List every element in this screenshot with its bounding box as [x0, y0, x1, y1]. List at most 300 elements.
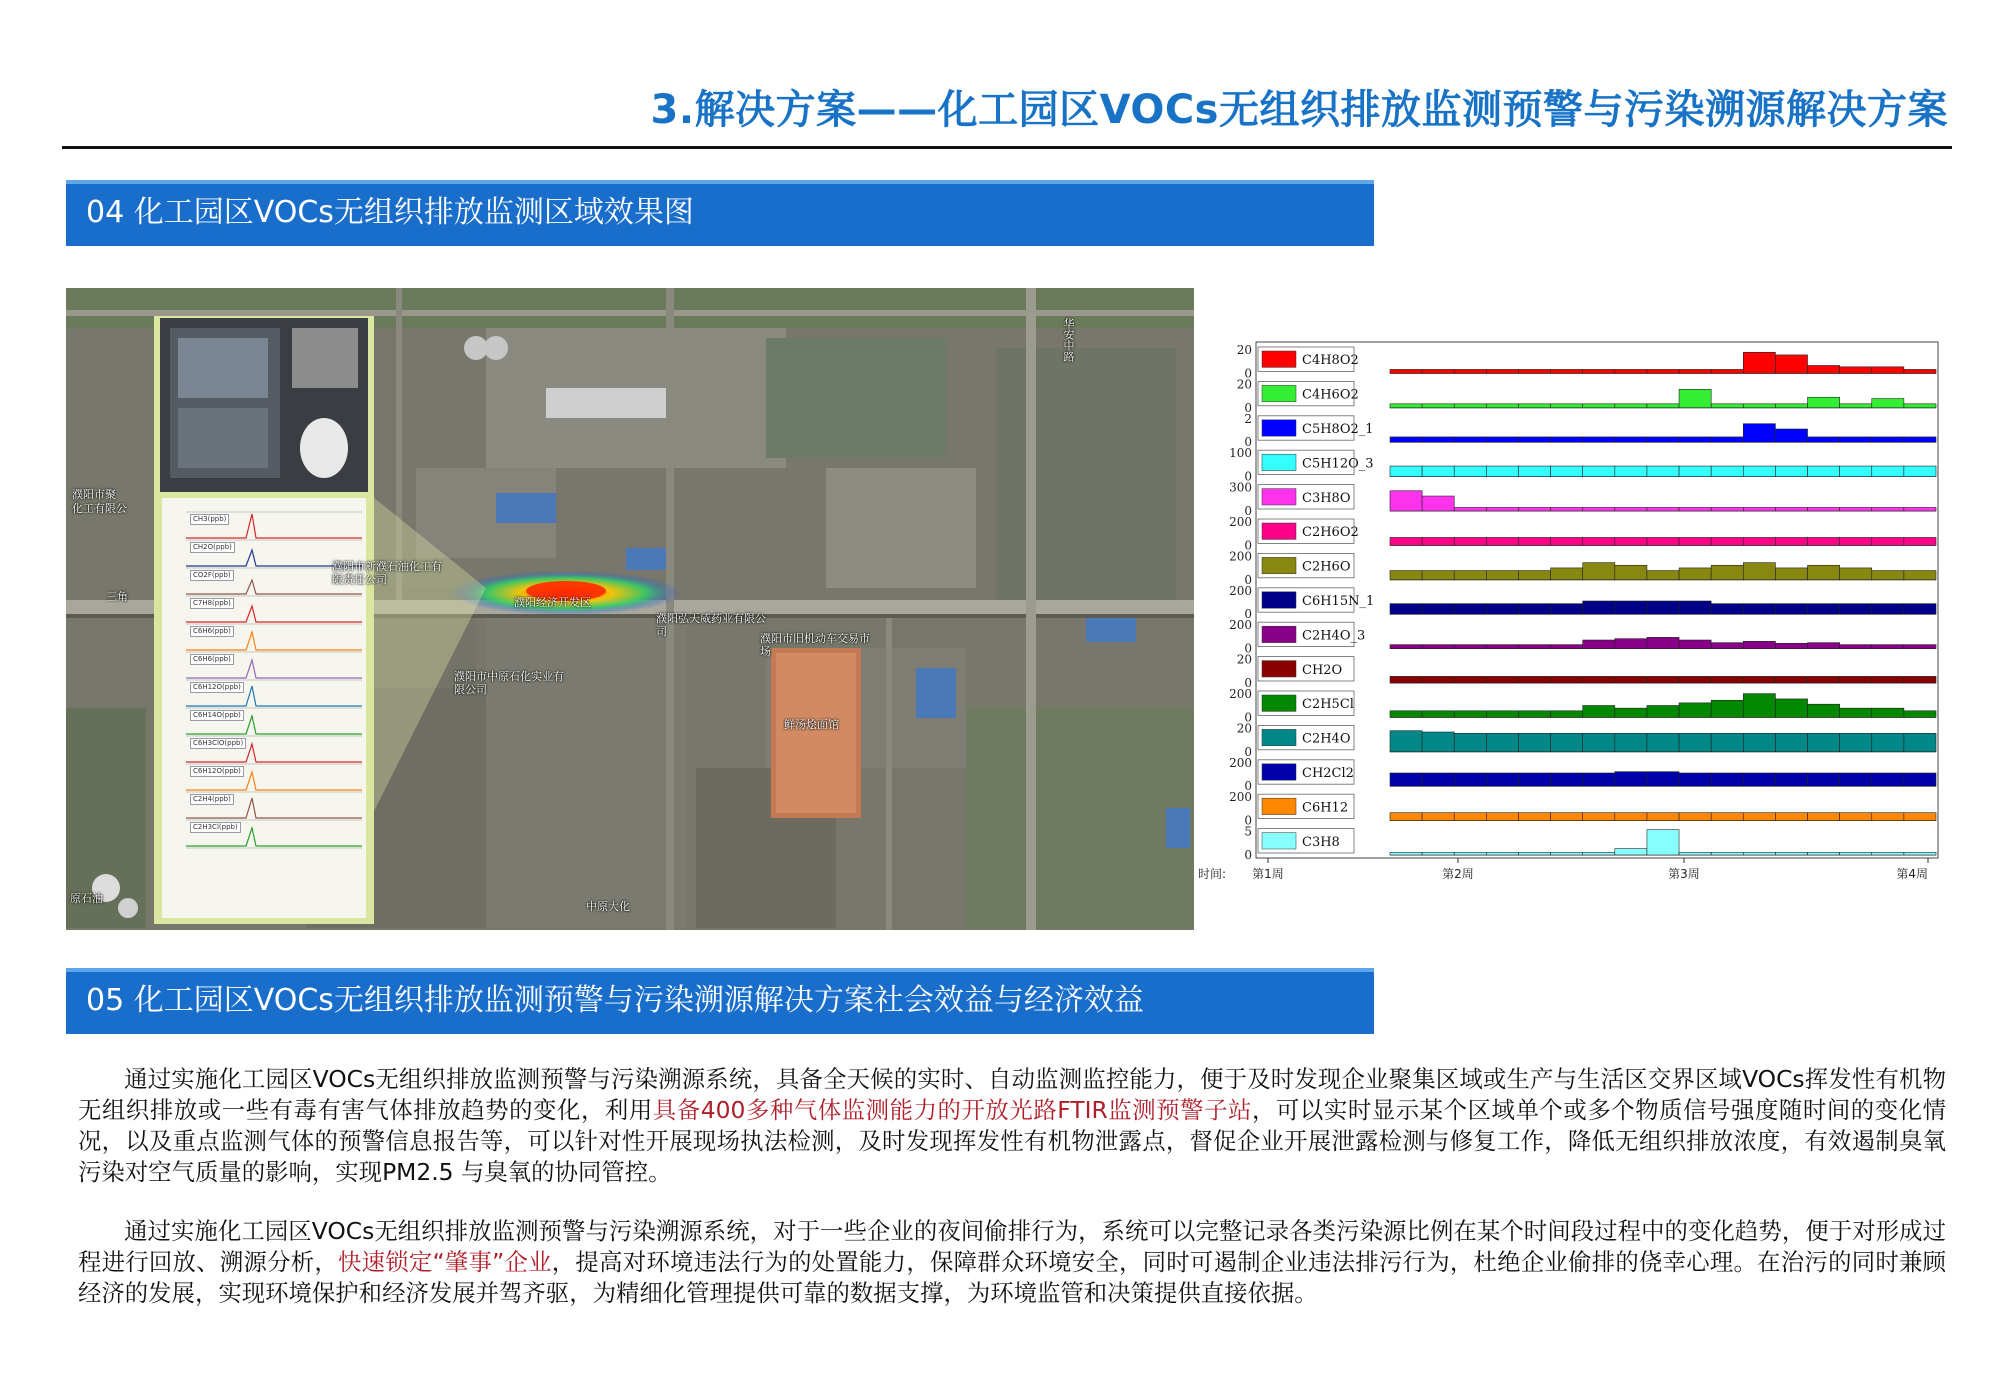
bar: [1390, 645, 1422, 649]
bar: [1518, 537, 1550, 545]
bar: [1486, 773, 1518, 786]
bar: [1775, 813, 1807, 821]
bar: [1711, 437, 1743, 442]
bar: [1647, 537, 1679, 545]
legend-swatch: [1262, 385, 1296, 401]
bar: [1454, 645, 1486, 649]
map-label: 濮阳市新濮石油化工有限责任公司: [332, 560, 442, 586]
y-tick-label: 0: [1244, 710, 1252, 725]
bar: [1583, 537, 1615, 545]
bar: [1422, 711, 1454, 718]
bar: [1422, 604, 1454, 615]
inset-series-label: CH3(ppb): [190, 514, 229, 525]
bar: [1872, 437, 1904, 442]
inset-series-label: C2H3Cl(ppb): [190, 822, 241, 833]
legend-label: C5H8O2_1: [1302, 422, 1374, 437]
bar: [1583, 706, 1615, 718]
bar: [1454, 404, 1486, 408]
bar: [1775, 852, 1807, 855]
bar: [1390, 369, 1422, 373]
bar: [1872, 399, 1904, 408]
bar: [1551, 537, 1583, 545]
bar: [1808, 537, 1840, 545]
bar: [1583, 601, 1615, 614]
bar: [1743, 404, 1775, 408]
y-tick-label: 20: [1236, 377, 1252, 392]
bar: [1422, 676, 1454, 683]
bar: [1840, 404, 1872, 408]
x-tick-label: 第2周: [1442, 867, 1474, 881]
y-tick-label: 2: [1244, 411, 1252, 426]
bar: [1454, 466, 1486, 477]
bar: [1583, 437, 1615, 442]
bar: [1454, 537, 1486, 545]
gas-concentration-chart: [1198, 338, 1940, 890]
bar: [1615, 813, 1647, 821]
legend-swatch: [1262, 489, 1296, 505]
bar: [1390, 711, 1422, 718]
bar: [1679, 676, 1711, 683]
bar: [1904, 773, 1936, 786]
y-tick-label: 200: [1229, 618, 1252, 633]
bar: [1808, 507, 1840, 511]
bar: [1422, 773, 1454, 786]
bar: [1808, 466, 1840, 477]
y-tick-label: 200: [1229, 583, 1252, 598]
y-tick-label: 0: [1244, 572, 1252, 587]
x-tick-label: 第1周: [1252, 867, 1284, 881]
legend-swatch: [1262, 764, 1296, 780]
bar: [1422, 537, 1454, 545]
bar: [1872, 537, 1904, 545]
y-tick-label: 0: [1244, 504, 1252, 518]
bar: [1486, 852, 1518, 855]
inset-series-label: C6H12O(ppb): [190, 766, 244, 777]
bar: [1775, 537, 1807, 545]
bar: [1743, 424, 1775, 442]
section-04-header: 04 化工园区VOCs无组织排放监测区域效果图: [66, 180, 1374, 246]
bar: [1679, 568, 1711, 580]
bar: [1840, 466, 1872, 477]
bar: [1422, 437, 1454, 442]
y-tick-label: 300: [1229, 480, 1252, 495]
bar: [1647, 601, 1679, 614]
legend-label: C6H15N_1: [1302, 594, 1375, 609]
legend-label: C2H6O2: [1302, 525, 1359, 541]
bar: [1904, 466, 1936, 477]
bar: [1551, 437, 1583, 442]
bar: [1904, 676, 1936, 683]
y-tick-label: 0: [1244, 469, 1252, 484]
y-tick-label: 0: [1244, 813, 1252, 828]
bar: [1551, 645, 1583, 649]
bar: [1390, 571, 1422, 580]
paragraph-1: [78, 1064, 1946, 1188]
bar: [1743, 507, 1775, 511]
bar: [1872, 604, 1904, 615]
inset-series-label: C6H6(ppb): [190, 626, 234, 637]
bar: [1904, 813, 1936, 821]
bar: [1583, 404, 1615, 408]
bar: [1486, 369, 1518, 373]
bar: [1711, 466, 1743, 477]
bar: [1872, 466, 1904, 477]
bar: [1615, 537, 1647, 545]
bar: [1808, 643, 1840, 649]
bar: [1647, 733, 1679, 751]
bar: [1904, 711, 1936, 718]
legend-swatch: [1262, 661, 1296, 677]
bar: [1808, 733, 1840, 751]
y-tick-label: 200: [1229, 515, 1252, 529]
legend-label: CH2Cl2: [1302, 766, 1354, 781]
bar: [1872, 367, 1904, 374]
bar: [1551, 711, 1583, 718]
bar: [1454, 604, 1486, 615]
bar: [1422, 496, 1454, 511]
bar: [1808, 565, 1840, 580]
y-tick-label: 200: [1229, 687, 1252, 701]
bar: [1743, 641, 1775, 648]
map-label: 化工有限公: [72, 502, 127, 515]
bar: [1454, 507, 1486, 511]
bar: [1518, 604, 1550, 615]
bar: [1647, 369, 1679, 373]
map-label: 华安中路: [1062, 318, 1075, 362]
legend-swatch: [1262, 695, 1296, 711]
bar: [1518, 571, 1550, 580]
bar: [1808, 365, 1840, 373]
bar: [1840, 676, 1872, 683]
bar: [1518, 813, 1550, 821]
bar: [1615, 601, 1647, 614]
bar: [1679, 813, 1711, 821]
bar: [1583, 813, 1615, 821]
bar: [1872, 676, 1904, 683]
bar: [1583, 852, 1615, 855]
bar: [1518, 852, 1550, 855]
bar: [1679, 640, 1711, 649]
map-label: 濮阳市聚: [72, 488, 116, 501]
bar: [1872, 733, 1904, 751]
satellite-map-image: [66, 288, 1194, 930]
x-axis-prefix: 时间:: [1198, 867, 1227, 881]
legend-swatch: [1262, 798, 1296, 814]
bar: [1518, 645, 1550, 649]
bar: [1840, 507, 1872, 511]
bar: [1808, 704, 1840, 717]
bar: [1422, 369, 1454, 373]
legend-swatch: [1262, 833, 1296, 849]
bar: [1486, 604, 1518, 615]
bar: [1775, 733, 1807, 751]
bar: [1647, 466, 1679, 477]
inset-series-label: C6H3ClO(ppb): [190, 738, 246, 749]
y-tick-label: 5: [1244, 824, 1252, 839]
bar: [1743, 852, 1775, 855]
bar: [1840, 568, 1872, 580]
y-tick-label: 0: [1244, 400, 1252, 415]
map-label: 濮阳经济开发区: [514, 596, 591, 609]
bar: [1808, 676, 1840, 683]
bar: [1551, 676, 1583, 683]
bar: [1711, 773, 1743, 786]
bar: [1904, 437, 1936, 442]
bar: [1422, 852, 1454, 855]
bar: [1518, 466, 1550, 477]
bar: [1454, 711, 1486, 718]
bar: [1775, 507, 1807, 511]
legend-label: CH2O: [1302, 662, 1343, 678]
legend-swatch: [1262, 351, 1296, 367]
bar: [1422, 466, 1454, 477]
bar: [1647, 706, 1679, 718]
bar: [1518, 437, 1550, 442]
bar: [1872, 645, 1904, 649]
bar: [1872, 813, 1904, 821]
bar: [1583, 507, 1615, 511]
bar: [1486, 507, 1518, 511]
y-tick-label: 200: [1229, 790, 1252, 805]
inset-series-label: C2H4(ppb): [190, 794, 234, 805]
bar: [1486, 711, 1518, 718]
bar: [1808, 852, 1840, 855]
legend-label: C4H8O2: [1302, 353, 1359, 369]
bar: [1486, 404, 1518, 408]
bar: [1904, 404, 1936, 408]
bar: [1551, 568, 1583, 580]
paragraph-1-text: 通过实施化工园区VOCs无组织排放监测预警与污染溯源系统，具备全天候的实时、自动监测监控能力，便于及时发现企业聚集区域或生产与生活区交界区域VOCs挥发性有机物无组织排放或一些有毒有害气体排放趋势的变化，利用: [78, 1065, 1946, 1124]
bar: [1422, 404, 1454, 408]
bar: [1615, 565, 1647, 580]
bar: [1711, 507, 1743, 511]
legend-swatch: [1262, 592, 1296, 608]
bar: [1840, 813, 1872, 821]
legend-swatch: [1262, 454, 1296, 470]
bar: [1518, 404, 1550, 408]
bar: [1486, 537, 1518, 545]
y-tick-label: 0: [1244, 538, 1252, 553]
bar: [1872, 571, 1904, 580]
bar: [1743, 466, 1775, 477]
legend-label: C3H8O: [1302, 490, 1351, 506]
bar: [1454, 571, 1486, 580]
bar: [1679, 389, 1711, 407]
bar: [1551, 466, 1583, 477]
bar: [1647, 813, 1679, 821]
bar: [1711, 813, 1743, 821]
bar: [1615, 708, 1647, 717]
bar: [1904, 369, 1936, 373]
bar: [1904, 537, 1936, 545]
bar: [1840, 604, 1872, 615]
bar: [1454, 733, 1486, 751]
bar: [1679, 537, 1711, 545]
bar: [1775, 568, 1807, 580]
bar: [1486, 466, 1518, 477]
bar: [1486, 813, 1518, 821]
map-label: 濮阳市中原石化实业有限公司: [454, 670, 564, 696]
bar: [1615, 676, 1647, 683]
paragraph-2-highlight: 快速锁定“肇事”企业: [337, 1248, 552, 1276]
bar: [1390, 466, 1422, 477]
bar: [1679, 507, 1711, 511]
bar: [1583, 466, 1615, 477]
bar: [1743, 604, 1775, 615]
bar: [1551, 604, 1583, 615]
bar: [1615, 369, 1647, 373]
bar: [1583, 773, 1615, 786]
bar: [1743, 563, 1775, 580]
bar: [1904, 733, 1936, 751]
bar: [1775, 604, 1807, 615]
map-label: 三角: [106, 590, 128, 603]
legend-swatch: [1262, 420, 1296, 436]
bar: [1679, 852, 1711, 855]
section-05-header: 05 化工园区VOCs无组织排放监测预警与污染溯源解决方案社会效益与经济效益: [66, 968, 1374, 1034]
bar: [1679, 703, 1711, 718]
bar: [1711, 565, 1743, 580]
bar: [1647, 404, 1679, 408]
bar: [1647, 507, 1679, 511]
bar: [1711, 852, 1743, 855]
bar: [1679, 369, 1711, 373]
bar: [1872, 708, 1904, 717]
bar: [1775, 466, 1807, 477]
bar: [1486, 733, 1518, 751]
bar: [1840, 645, 1872, 649]
legend-swatch: [1262, 523, 1296, 539]
bar: [1390, 813, 1422, 821]
inset-series-label: C7H8(ppb): [190, 598, 234, 609]
bar: [1647, 437, 1679, 442]
bar: [1840, 537, 1872, 545]
x-tick-label: 第3周: [1668, 867, 1700, 881]
bar: [1583, 640, 1615, 649]
bar: [1551, 773, 1583, 786]
bar: [1743, 676, 1775, 683]
bar: [1743, 733, 1775, 751]
legend-label: C5H12O_3: [1302, 456, 1374, 472]
bar: [1775, 773, 1807, 786]
bar: [1904, 852, 1936, 855]
bar: [1840, 708, 1872, 717]
bar: [1454, 437, 1486, 442]
legend-swatch: [1262, 729, 1296, 745]
bar: [1775, 429, 1807, 442]
bar: [1711, 700, 1743, 717]
page-title: 3.解决方案——化工园区VOCs无组织排放监测预警与污染溯源解决方案: [650, 87, 1948, 133]
bar: [1679, 601, 1711, 614]
y-tick-label: 20: [1236, 652, 1252, 667]
map-label: 濮阳弘天威药业有限公司: [656, 612, 766, 638]
bar: [1551, 404, 1583, 408]
bar: [1679, 773, 1711, 786]
y-tick-label: 200: [1229, 755, 1252, 770]
bar: [1518, 507, 1550, 511]
bar: [1518, 773, 1550, 786]
bar: [1518, 711, 1550, 718]
bar: [1615, 772, 1647, 787]
inset-series-label: CH2O(ppb): [190, 542, 235, 553]
bar: [1583, 733, 1615, 751]
bar: [1840, 773, 1872, 786]
map-label: 中原大化: [586, 900, 630, 913]
bar: [1711, 604, 1743, 615]
y-tick-label: 200: [1229, 549, 1252, 564]
bar: [1808, 604, 1840, 615]
x-tick-label: 第4周: [1896, 867, 1928, 881]
bar: [1422, 571, 1454, 580]
y-tick-label: 0: [1244, 641, 1252, 656]
bar: [1711, 369, 1743, 373]
bar: [1422, 813, 1454, 821]
bar: [1551, 733, 1583, 751]
bar: [1872, 507, 1904, 511]
bar: [1711, 404, 1743, 408]
bar: [1390, 773, 1422, 786]
bar: [1679, 466, 1711, 477]
bar: [1743, 694, 1775, 718]
legend-swatch: [1262, 557, 1296, 573]
bar: [1904, 604, 1936, 615]
bar: [1486, 571, 1518, 580]
bar: [1711, 676, 1743, 683]
bar: [1422, 645, 1454, 649]
bar: [1486, 676, 1518, 683]
bar: [1390, 604, 1422, 615]
bar: [1454, 676, 1486, 683]
legend-label: C6H12: [1302, 800, 1349, 816]
legend-label: C2H5Cl: [1302, 697, 1354, 713]
bar: [1775, 676, 1807, 683]
bar: [1904, 645, 1936, 649]
y-tick-label: 20: [1236, 343, 1252, 357]
legend-label: C3H8: [1302, 834, 1340, 850]
bar: [1840, 733, 1872, 751]
inset-series-label: C6H6(ppb): [190, 654, 234, 665]
bar: [1840, 437, 1872, 442]
bar: [1808, 397, 1840, 408]
bar: [1808, 437, 1840, 442]
bar: [1808, 773, 1840, 786]
bar: [1390, 437, 1422, 442]
bar: [1551, 852, 1583, 855]
bar: [1390, 676, 1422, 683]
map-label: 原石油: [70, 892, 103, 905]
bar: [1872, 852, 1904, 855]
inset-series-label: CO2F(ppb): [190, 570, 234, 581]
bar: [1711, 643, 1743, 649]
bar: [1390, 731, 1422, 752]
paragraph-2-text: 通过实施化工园区VOCs无组织排放监测预警与污染溯源系统，对于一些企业的夜间偷排行为，系统可以完整记录各类污染源比例在某个时间段过程中的变化趋势，便于对形成过程进行回放、溯源分析，: [78, 1217, 1946, 1276]
bar: [1711, 733, 1743, 751]
paragraph-1-text-end: ，可以实时显示某个区域单个或多个物质信号强度随时间的变化情况，以及重点监测气体的预警信息报告等，可以针对性开展现场执法检测，及时发现挥发性有机物泄露点，督促企业开展泄露检测与修复工作，降低无组织排放浓度，有效遏制臭氧污染对空气质量的影响，实现PM2.5 与臭氧的协同管控。: [78, 1096, 1947, 1186]
bar: [1518, 369, 1550, 373]
bar: [1647, 830, 1679, 855]
bar: [1615, 404, 1647, 408]
bar: [1583, 563, 1615, 580]
bar: [1551, 813, 1583, 821]
bar: [1615, 437, 1647, 442]
bar: [1775, 643, 1807, 648]
y-tick-label: 0: [1244, 607, 1252, 622]
bar: [1743, 813, 1775, 821]
map-label: 鲜汤烩面馆: [784, 718, 839, 731]
bar: [1390, 537, 1422, 545]
bar: [1422, 732, 1454, 752]
bar: [1872, 773, 1904, 786]
